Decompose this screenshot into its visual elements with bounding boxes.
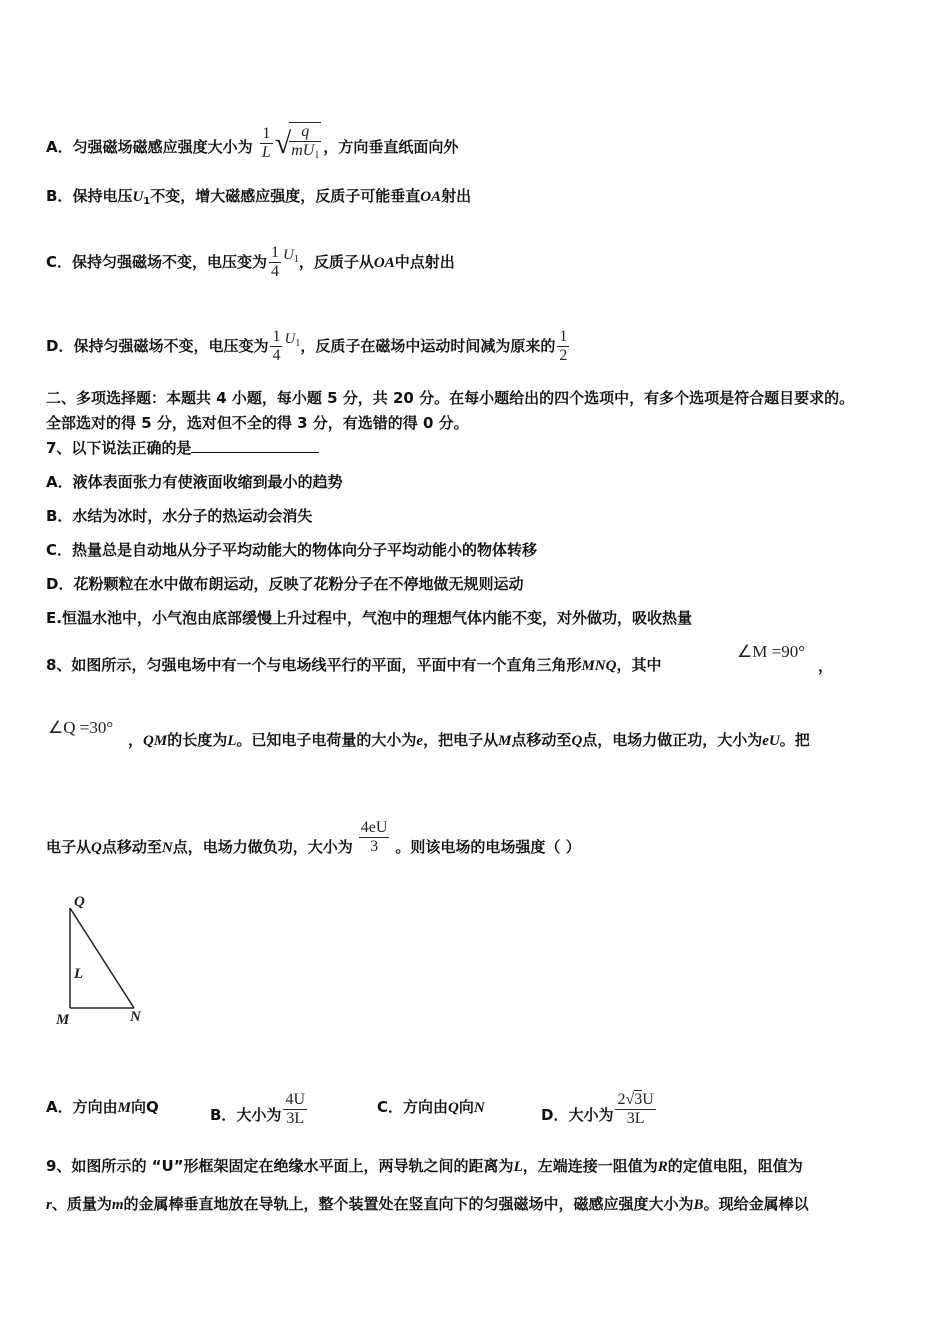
vertex-q-label: Q: [74, 894, 85, 910]
option-text: ，反质子从: [298, 253, 374, 271]
triangle-figure: [50, 890, 160, 1030]
variable: R: [657, 1159, 668, 1175]
question-8-line3: [46, 819, 581, 866]
variable: Q: [571, 733, 583, 749]
frac-num: 4eU: [360, 819, 388, 836]
question-text: 的金属棒垂直地放在导轨上，整个装置处在竖直向下的匀强磁场中，磁感应强度大小为: [123, 1195, 694, 1213]
radicand: 3: [634, 1091, 643, 1108]
question-text: 8、如图所示，匀强电场中有一个与电场线平行的平面，平面中有一个直角三角形: [46, 656, 582, 674]
question-text: ，把电子从: [423, 731, 499, 749]
variable: eU: [762, 733, 780, 749]
q7-option-d: D．花粉颗粒在水中做布朗运动，反映了花粉分子在不停地做无规则运动: [46, 575, 524, 593]
question-text: 点移动至: [511, 731, 572, 749]
side-l-label: L: [74, 966, 84, 982]
section-instructions: 全部选对的得 5 分，选对但不全的得 3 分，有选错的得 0 分。: [46, 414, 469, 432]
frac-num: 1: [559, 328, 568, 345]
fraction: [557, 328, 569, 365]
option-text: 向: [130, 1098, 146, 1116]
fraction: [270, 328, 282, 365]
question-text: 、质量为: [51, 1195, 112, 1213]
option-a-prev: [46, 123, 459, 169]
frac-den: 4: [272, 347, 281, 364]
option-label: B．大小为: [210, 1106, 282, 1124]
question-8-line2: [128, 730, 810, 751]
option-text: 不变，增大磁感应强度，反质子可能垂直: [150, 187, 421, 205]
question-9-line1: [46, 1156, 803, 1177]
question-text: 的长度为: [167, 731, 228, 749]
question-7-stem: [46, 438, 319, 458]
answer-blank: [191, 438, 319, 453]
option-text: ，方向垂直纸面向外: [323, 138, 459, 156]
variable: B: [693, 1197, 704, 1213]
question-text: 点，电场力做负功，大小为: [172, 838, 353, 856]
question-text: 点移动至: [101, 838, 162, 856]
frac-num: q: [289, 123, 321, 142]
question-text: ，其中: [616, 656, 662, 674]
subscript: 1: [295, 338, 301, 349]
q7-option-a: A．液体表面张力有使液面收缩到最小的趋势: [46, 473, 343, 491]
frac-den: L: [261, 144, 271, 161]
question-text: 9、如图所示的 “U”形框架固定在绝缘水平面上，两导轨之间的距离为: [46, 1157, 514, 1175]
variable: OA: [373, 255, 395, 271]
variable: M: [117, 1100, 131, 1116]
q7-option-b: B．水结为冰时，水分子的热运动会消失: [46, 507, 313, 525]
variable: e: [416, 733, 424, 749]
variable: L: [513, 1159, 523, 1175]
option-label: C．: [46, 253, 73, 271]
option-text: 保持匀强磁场不变，电压变为: [73, 337, 269, 355]
fraction: [283, 1091, 307, 1128]
option-text: 向: [458, 1098, 474, 1116]
sqrt-sign: √: [274, 126, 292, 160]
frac-den: 3L: [626, 1110, 645, 1127]
variable: N: [473, 1100, 485, 1116]
q8-option-a: [46, 1097, 159, 1118]
q7-option-e: E.恒温水池中，小气泡由底部缓慢上升过程中，气泡中的理想气体内能不变，对外做功，吸收热量: [46, 609, 692, 627]
variable: m: [111, 1197, 124, 1213]
question-text: 的定值电阻，阻值为: [667, 1157, 803, 1175]
question-8-line1: [46, 655, 661, 676]
q8-option-d: [541, 1091, 658, 1134]
option-text: 射出: [441, 187, 472, 205]
section-heading: 二、多项选择题：本题共 4 小题，每小题 5 分，共 20 分。在每小题给出的四个选项中，有多个选项是符合题目要求的。: [46, 389, 855, 407]
subscript: 1: [314, 150, 320, 161]
option-text: 中点射出: [394, 253, 455, 271]
subscript: 1: [293, 254, 299, 265]
fraction: [269, 244, 281, 281]
option-text: 保持匀强磁场不变，电压变为: [72, 253, 268, 271]
sqrt-fraction: [289, 122, 321, 165]
fraction: [615, 1091, 655, 1128]
option-label: D．: [46, 337, 74, 355]
frac-num: 1: [272, 328, 281, 345]
variable: U: [132, 189, 144, 205]
variable: r: [46, 1197, 52, 1213]
sqrt-sign: √: [625, 1091, 635, 1108]
question-text: 点，电场力做正功，大小为: [582, 731, 763, 749]
question-text: ，左端连接一阻值为: [522, 1157, 658, 1175]
option-d-prev: [46, 328, 571, 365]
variable: Q: [448, 1100, 459, 1116]
frac-num-var: U: [642, 1091, 654, 1108]
variable: M: [498, 733, 512, 749]
q8-option-c: [377, 1097, 485, 1118]
frac-den: 4: [271, 263, 280, 280]
variable: U: [283, 247, 294, 263]
variable: OA: [420, 189, 442, 205]
vertex-n-label: N: [130, 1009, 141, 1025]
variable: MNQ: [581, 658, 617, 674]
punctuation: ，: [818, 657, 834, 675]
vertex-m-label: M: [56, 1012, 70, 1028]
variable: U: [284, 331, 296, 347]
option-b-prev: [46, 186, 471, 212]
question-text: 。把: [779, 731, 810, 749]
question-text: 。现给金属棒以: [703, 1195, 809, 1213]
option-text: ，反质子在磁场中运动时间减为原来的: [300, 337, 556, 355]
variable: L: [227, 733, 237, 749]
question-9-line2: [46, 1194, 809, 1215]
option-label: D．大小为: [541, 1106, 614, 1124]
option-label: A．方向由: [46, 1098, 118, 1116]
variable: QM: [143, 733, 168, 749]
side-qn: [70, 908, 134, 1008]
frac-den: mU: [291, 142, 315, 159]
frac-den: 3L: [286, 1110, 305, 1127]
option-label: C．方向由: [377, 1098, 449, 1116]
frac-num: 1: [260, 125, 273, 144]
angle-m-formula: ∠M =90°: [737, 642, 805, 661]
fraction: [359, 819, 390, 856]
question-text: 7、以下说法正确的是: [46, 439, 192, 457]
option-c-prev: [46, 244, 455, 281]
option-label: A．: [46, 138, 73, 156]
variable: N: [161, 840, 173, 856]
frac-num: 4U: [285, 1091, 305, 1108]
question-text: 电子从: [46, 838, 92, 856]
frac-den: 2: [559, 347, 568, 364]
variable: Q: [91, 840, 102, 856]
subscript: 1: [143, 196, 151, 207]
q7-option-c: C．热量总是自动地从分子平均动能大的物体向分子平均动能小的物体转移: [46, 541, 538, 559]
frac-num: 2: [617, 1091, 626, 1108]
angle-q-formula: ∠Q =30°: [48, 718, 114, 737]
fraction: [260, 125, 273, 162]
question-text: 。则该电场的电场强度（ ）: [395, 838, 581, 856]
variable: Q: [145, 1098, 159, 1116]
option-text: 保持电压: [72, 187, 133, 205]
q8-option-b: [210, 1091, 309, 1134]
frac-num: 1: [271, 244, 280, 261]
question-text: 。已知电子电荷量的大小为: [236, 731, 417, 749]
option-label: B．: [46, 187, 73, 205]
frac-den: 3: [370, 838, 379, 855]
question-text: ，: [128, 731, 144, 749]
option-text: 匀强磁场磁感应强度大小为: [72, 138, 253, 156]
